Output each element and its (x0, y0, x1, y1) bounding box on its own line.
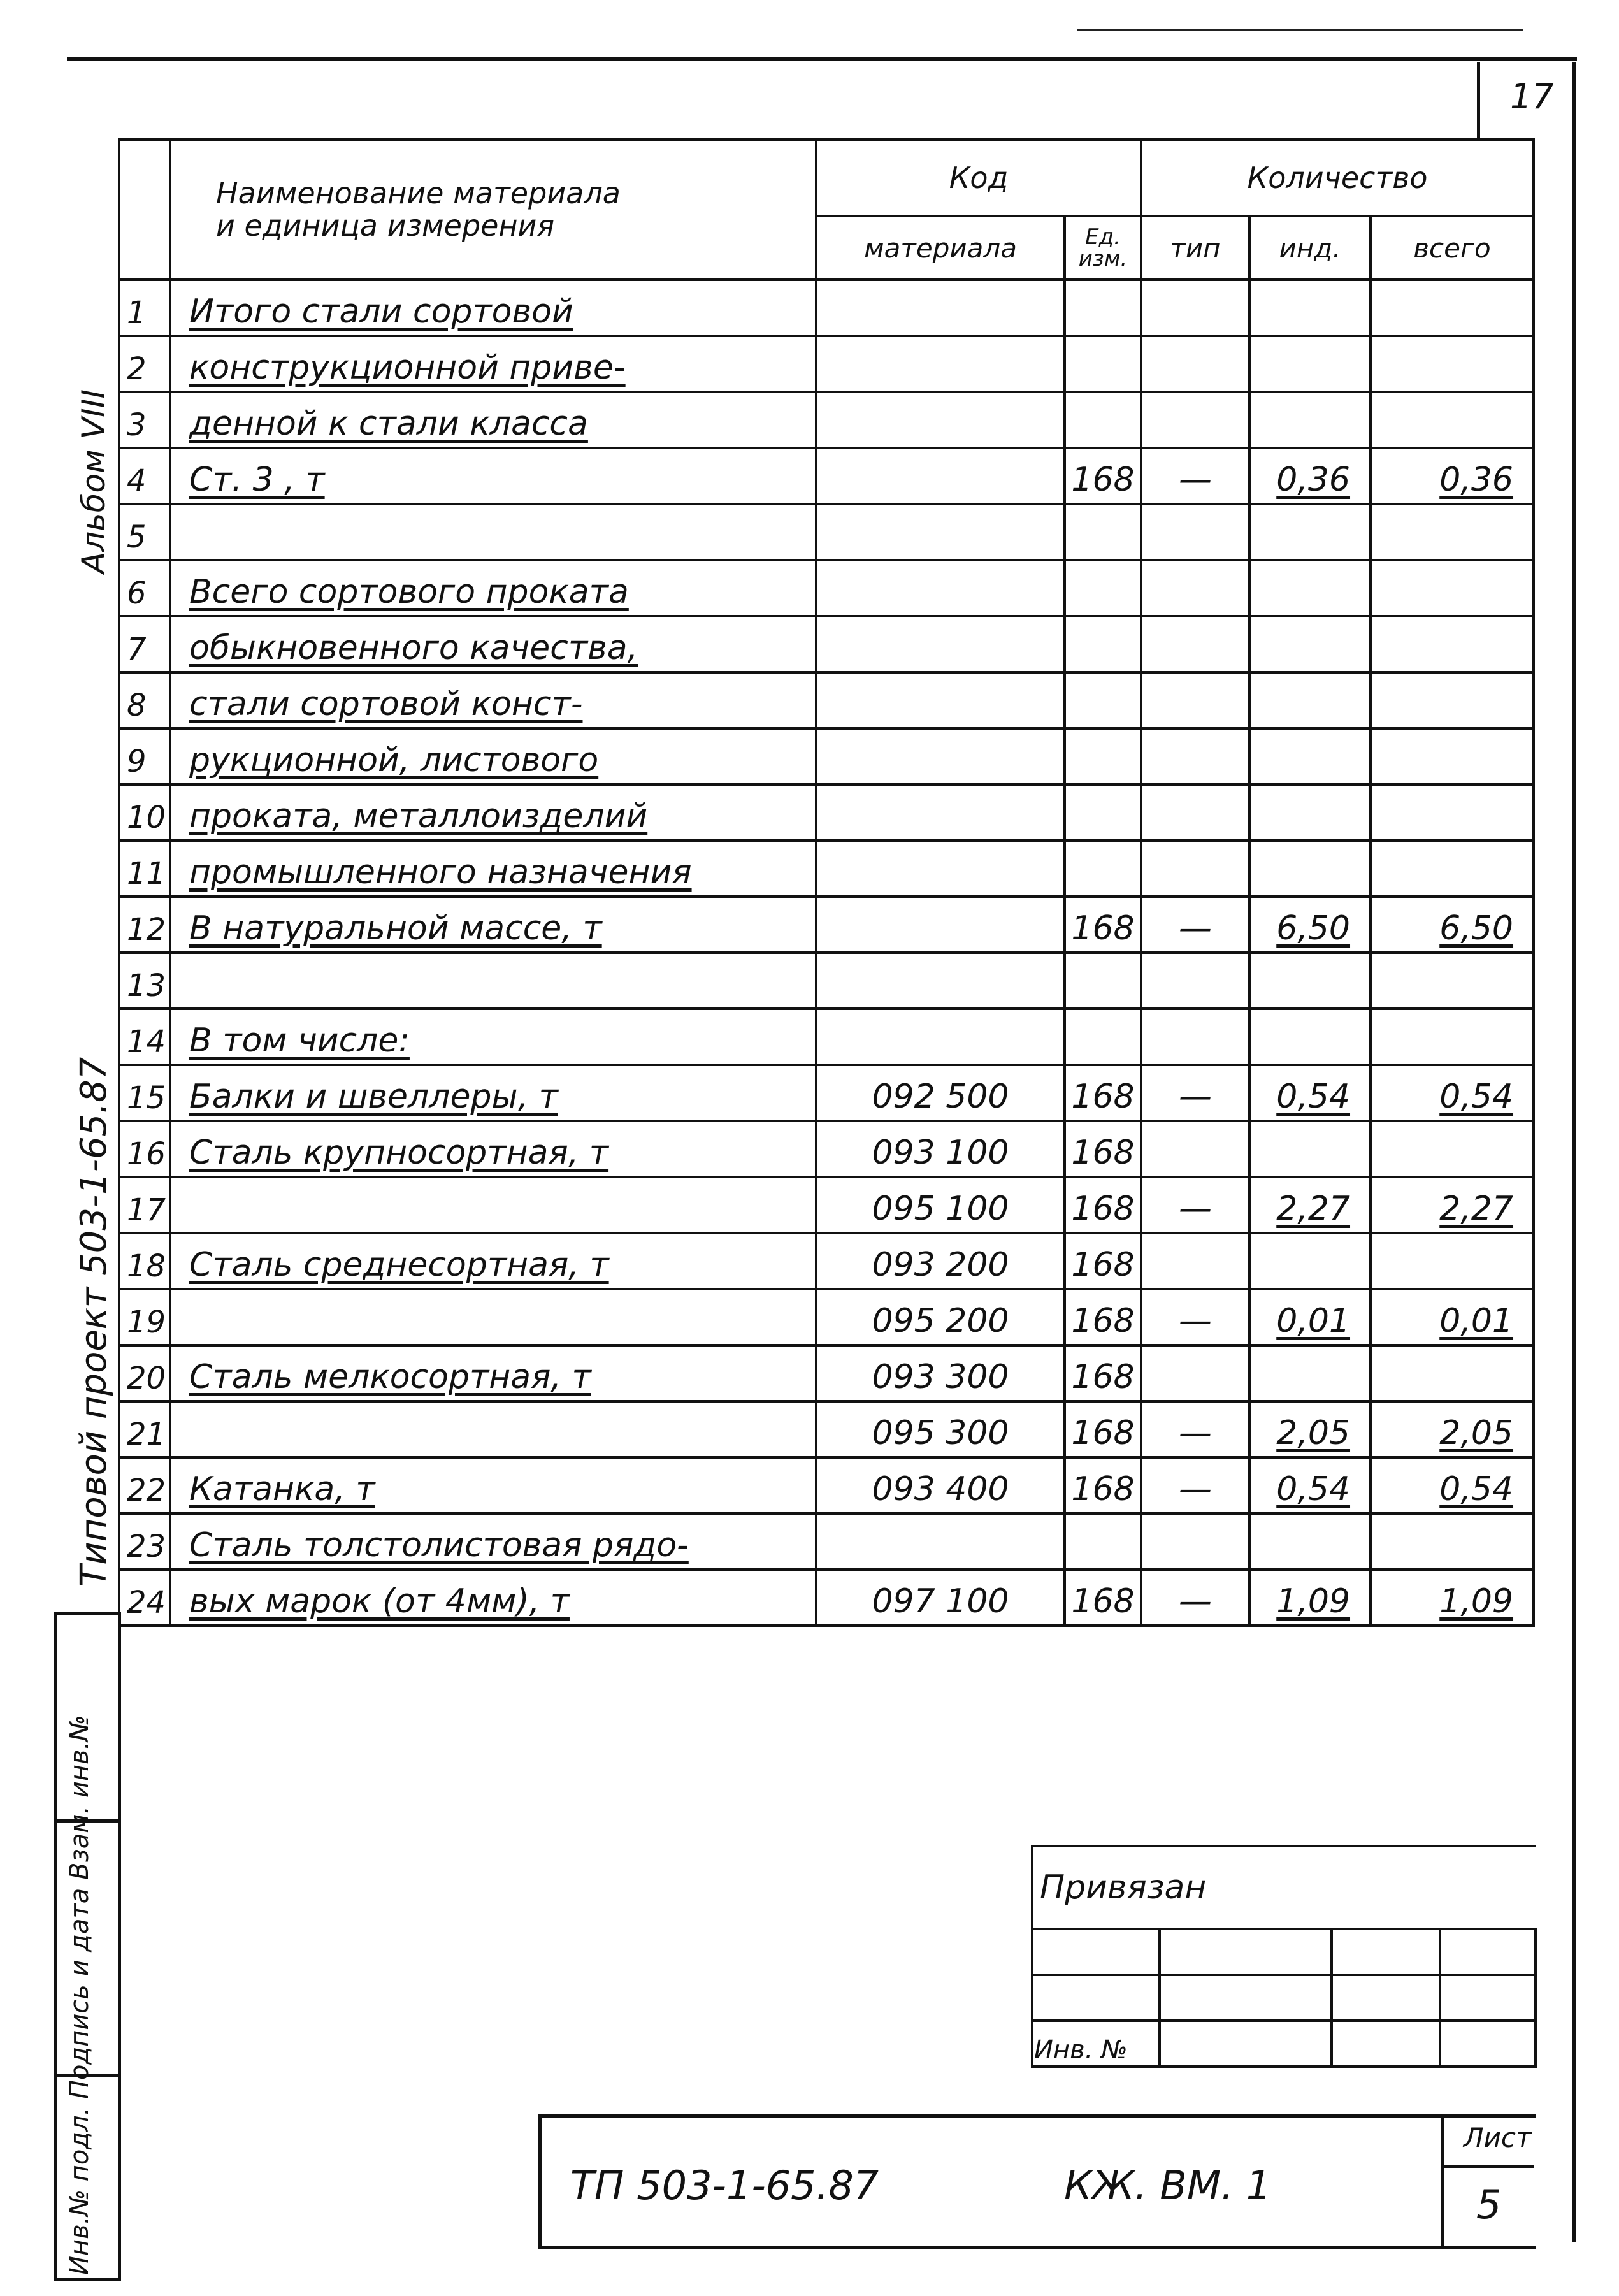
row-qty-total: 2,05 (1371, 1401, 1534, 1457)
row-name: Итого стали сортовой (170, 280, 816, 336)
row-unit-code (1065, 672, 1141, 728)
row-qty-total: 0,36 (1371, 448, 1534, 504)
row-material-code (816, 1513, 1065, 1570)
sheet-cell (1441, 2114, 1534, 2248)
table-row (119, 1177, 1534, 1233)
row-number: 7 (119, 616, 170, 672)
row-number: 5 (119, 504, 170, 560)
stamp-inv: Инв. № (1032, 2021, 1160, 2067)
row-qty-type (1141, 616, 1249, 672)
row-unit-code (1065, 784, 1141, 841)
row-number: 8 (119, 672, 170, 728)
row-unit-code (1065, 1009, 1141, 1065)
stamp-cell (1440, 2021, 1536, 2067)
sheet-number: 5 (1476, 2181, 1502, 2228)
header-qty-ind: инд. (1249, 216, 1371, 280)
row-qty-total (1371, 728, 1534, 784)
table-row (119, 953, 1534, 1009)
row-unit-code (1065, 504, 1141, 560)
row-name: В том числе: (170, 1009, 816, 1065)
table-row (119, 1457, 1534, 1513)
row-unit-code: 168 (1065, 1177, 1141, 1233)
row-material-code (816, 392, 1065, 448)
table-row (119, 1009, 1534, 1065)
row-material-code: 095 200 (816, 1289, 1065, 1345)
table-row (119, 1401, 1534, 1457)
table-row (119, 1065, 1534, 1121)
row-qty-type: — (1141, 1457, 1249, 1513)
row-qty-type (1141, 1513, 1249, 1570)
row-qty-ind (1249, 1121, 1371, 1177)
row-qty-total: 0,01 (1371, 1289, 1534, 1345)
row-qty-total (1371, 1513, 1534, 1570)
row-number: 23 (119, 1513, 170, 1570)
row-qty-total (1371, 560, 1534, 616)
row-name: вых марок (от 4мм), т (170, 1570, 816, 1626)
row-qty-total (1371, 1345, 1534, 1401)
stamp-cell (1160, 1975, 1332, 2021)
row-name: Балки и швеллеры, т (170, 1065, 816, 1121)
stamp-cell (1440, 1975, 1536, 2021)
header-row-number (119, 140, 170, 280)
row-qty-type (1141, 504, 1249, 560)
stamp-cell (1160, 2021, 1332, 2067)
row-qty-type (1141, 784, 1249, 841)
row-material-code (816, 672, 1065, 728)
row-unit-code (1065, 953, 1141, 1009)
row-qty-ind (1249, 784, 1371, 841)
row-number: 2 (119, 336, 170, 392)
row-name: рукционной, листового (170, 728, 816, 784)
row-qty-ind: 2,27 (1249, 1177, 1371, 1233)
row-qty-ind: 0,01 (1249, 1289, 1371, 1345)
row-qty-ind (1249, 1345, 1371, 1401)
row-qty-type (1141, 1121, 1249, 1177)
row-number: 1 (119, 280, 170, 336)
row-number: 21 (119, 1401, 170, 1457)
row-number: 10 (119, 784, 170, 841)
row-material-code: 095 300 (816, 1401, 1065, 1457)
header-qty-type: тип (1141, 216, 1249, 280)
row-material-code (816, 336, 1065, 392)
row-qty-ind (1249, 1233, 1371, 1289)
row-qty-type (1141, 728, 1249, 784)
row-qty-ind: 2,05 (1249, 1401, 1371, 1457)
table-row (119, 672, 1534, 728)
row-material-code: 093 100 (816, 1121, 1065, 1177)
stamp-cell (1032, 1929, 1160, 1975)
table-row (119, 560, 1534, 616)
row-number: 9 (119, 728, 170, 784)
row-number: 6 (119, 560, 170, 616)
row-number: 16 (119, 1121, 170, 1177)
row-qty-type: — (1141, 1065, 1249, 1121)
row-material-code (816, 897, 1065, 953)
row-qty-type: — (1141, 1177, 1249, 1233)
approval-strip-label: Инв.№ подл. Подпись и дата Взам. инв.№ (65, 1715, 94, 2275)
row-material-code (816, 728, 1065, 784)
row-name: обыкновенного качества, (170, 616, 816, 672)
row-qty-ind: 0,36 (1249, 448, 1371, 504)
table-row (119, 336, 1534, 392)
row-unit-code: 168 (1065, 1570, 1141, 1626)
row-unit-code: 168 (1065, 1121, 1141, 1177)
row-qty-type (1141, 336, 1249, 392)
top-border-rule (67, 57, 1577, 61)
title-block (538, 2114, 1536, 2248)
row-name (170, 504, 816, 560)
row-material-code (816, 504, 1065, 560)
row-qty-ind: 0,54 (1249, 1065, 1371, 1121)
table-row (119, 1570, 1534, 1626)
header-qty-total: всего (1371, 216, 1534, 280)
row-material-code (816, 280, 1065, 336)
table-row (119, 1513, 1534, 1570)
row-qty-type (1141, 841, 1249, 897)
row-qty-total (1371, 784, 1534, 841)
row-qty-type (1141, 392, 1249, 448)
row-material-code: 092 500 (816, 1065, 1065, 1121)
row-name: Сталь толстолистовая рядо- (170, 1513, 816, 1570)
stamp-cell (1332, 1929, 1440, 1975)
stamp-cell (1160, 1929, 1332, 1975)
row-qty-total (1371, 504, 1534, 560)
stamp-cell (1032, 1975, 1160, 2021)
album-label: Альбом VIII (75, 389, 112, 574)
top-thin-rule (1077, 29, 1523, 31)
table-row (119, 504, 1534, 560)
row-unit-code: 168 (1065, 1289, 1141, 1345)
row-unit-code: 168 (1065, 1065, 1141, 1121)
row-material-code (816, 953, 1065, 1009)
material-specification-table (118, 138, 1535, 1627)
row-material-code (816, 448, 1065, 504)
row-unit-code: 168 (1065, 1233, 1141, 1289)
row-name (170, 1401, 816, 1457)
row-material-code: 097 100 (816, 1570, 1065, 1626)
row-name (170, 1177, 816, 1233)
row-number: 24 (119, 1570, 170, 1626)
header-code-material: материала (816, 216, 1065, 280)
header-quantity: Количество (1141, 140, 1534, 216)
table-row (119, 1233, 1534, 1289)
sheet-label: Лист (1464, 2122, 1532, 2153)
table-row (119, 392, 1534, 448)
row-qty-ind (1249, 841, 1371, 897)
table-row (119, 1345, 1534, 1401)
document-code: КЖ. ВМ. 1 (1064, 2162, 1272, 2209)
row-unit-code: 168 (1065, 1401, 1141, 1457)
row-name: промышленного назначения (170, 841, 816, 897)
row-material-code: 093 400 (816, 1457, 1065, 1513)
table-row (119, 1289, 1534, 1345)
right-border-rule (1572, 62, 1576, 2242)
row-qty-total (1371, 1009, 1534, 1065)
row-qty-total (1371, 953, 1534, 1009)
stamp-cell (1332, 1975, 1440, 2021)
row-number: 14 (119, 1009, 170, 1065)
row-qty-ind (1249, 616, 1371, 672)
header-code-unit: Ед. изм. (1065, 216, 1141, 280)
row-qty-ind: 0,54 (1249, 1457, 1371, 1513)
row-qty-ind (1249, 672, 1371, 728)
row-unit-code (1065, 560, 1141, 616)
stamp-label: Привязан (1032, 1846, 1536, 1929)
row-qty-type (1141, 280, 1249, 336)
row-name: В натуральной массе, т (170, 897, 816, 953)
row-number: 18 (119, 1233, 170, 1289)
row-qty-total: 6,50 (1371, 897, 1534, 953)
row-material-code (816, 784, 1065, 841)
row-unit-code (1065, 616, 1141, 672)
row-unit-code: 168 (1065, 1457, 1141, 1513)
row-qty-total (1371, 1121, 1534, 1177)
row-unit-code (1065, 728, 1141, 784)
row-name: денной к стали класса (170, 392, 816, 448)
row-number: 3 (119, 392, 170, 448)
row-name: Катанка, т (170, 1457, 816, 1513)
row-material-code: 095 100 (816, 1177, 1065, 1233)
row-number: 12 (119, 897, 170, 953)
header-name: Наименование материала и единица измерения (170, 140, 816, 280)
table-row (119, 841, 1534, 897)
table-row (119, 728, 1534, 784)
row-qty-total (1371, 672, 1534, 728)
row-material-code (816, 616, 1065, 672)
row-number: 19 (119, 1289, 170, 1345)
row-qty-ind (1249, 280, 1371, 336)
page-number: 17 (1510, 76, 1554, 117)
row-qty-type (1141, 1345, 1249, 1401)
row-qty-type: — (1141, 1570, 1249, 1626)
row-material-code (816, 1009, 1065, 1065)
row-unit-code (1065, 841, 1141, 897)
table-row (119, 280, 1534, 336)
row-unit-code (1065, 280, 1141, 336)
row-material-code: 093 200 (816, 1233, 1065, 1289)
row-qty-type (1141, 1009, 1249, 1065)
row-qty-ind (1249, 560, 1371, 616)
row-unit-code (1065, 1513, 1141, 1570)
row-name (170, 1289, 816, 1345)
row-qty-ind (1249, 953, 1371, 1009)
row-number: 13 (119, 953, 170, 1009)
row-material-code: 093 300 (816, 1345, 1065, 1401)
row-qty-total: 2,27 (1371, 1177, 1534, 1233)
table-row (119, 897, 1534, 953)
row-qty-total (1371, 616, 1534, 672)
row-qty-ind (1249, 392, 1371, 448)
row-qty-ind (1249, 1009, 1371, 1065)
row-qty-total: 0,54 (1371, 1457, 1534, 1513)
stamp-cell (1332, 2021, 1440, 2067)
row-qty-type: — (1141, 448, 1249, 504)
row-qty-ind: 1,09 (1249, 1570, 1371, 1626)
row-name: Всего сортового проката (170, 560, 816, 616)
row-unit-code (1065, 392, 1141, 448)
header-code: Код (816, 140, 1141, 216)
table-row (119, 1121, 1534, 1177)
row-qty-type: — (1141, 1289, 1249, 1345)
row-material-code (816, 841, 1065, 897)
row-number: 20 (119, 1345, 170, 1401)
row-number: 11 (119, 841, 170, 897)
table-row (119, 784, 1534, 841)
bottom-rule (538, 2246, 1536, 2249)
row-number: 22 (119, 1457, 170, 1513)
row-name: стали сортовой конст- (170, 672, 816, 728)
row-qty-ind (1249, 728, 1371, 784)
row-name: Сталь крупносортная, т (170, 1121, 816, 1177)
row-qty-ind (1249, 504, 1371, 560)
stamp-cell (1440, 1929, 1536, 1975)
row-qty-type (1141, 560, 1249, 616)
row-unit-code: 168 (1065, 1345, 1141, 1401)
row-unit-code: 168 (1065, 897, 1141, 953)
table-row (119, 448, 1534, 504)
row-qty-type (1141, 672, 1249, 728)
row-qty-total (1371, 280, 1534, 336)
row-qty-total (1371, 392, 1534, 448)
row-name (170, 953, 816, 1009)
row-qty-type: — (1141, 1401, 1249, 1457)
row-name: Сталь среднесортная, т (170, 1233, 816, 1289)
approval-strip (54, 1612, 121, 2281)
row-qty-total (1371, 841, 1534, 897)
row-material-code (816, 560, 1065, 616)
row-unit-code (1065, 336, 1141, 392)
project-label: Типовой проект 503-1-65.87 (73, 1057, 115, 1587)
row-name: Сталь мелкосортная, т (170, 1345, 816, 1401)
row-qty-type (1141, 953, 1249, 1009)
row-qty-total (1371, 336, 1534, 392)
row-qty-total: 1,09 (1371, 1570, 1534, 1626)
row-unit-code: 168 (1065, 448, 1141, 504)
row-qty-ind (1249, 1513, 1371, 1570)
row-qty-type: — (1141, 897, 1249, 953)
row-number: 15 (119, 1065, 170, 1121)
project-code: ТП 503-1-65.87 (570, 2162, 879, 2209)
row-qty-ind (1249, 336, 1371, 392)
row-qty-type (1141, 1233, 1249, 1289)
table-row (119, 616, 1534, 672)
row-number: 17 (119, 1177, 170, 1233)
row-qty-total (1371, 1233, 1534, 1289)
row-name: Ст. 3 , т (170, 448, 816, 504)
row-name: конструкционной приве- (170, 336, 816, 392)
row-number: 4 (119, 448, 170, 504)
row-qty-total: 0,54 (1371, 1065, 1534, 1121)
row-qty-ind: 6,50 (1249, 897, 1371, 953)
row-name: проката, металлоизделий (170, 784, 816, 841)
